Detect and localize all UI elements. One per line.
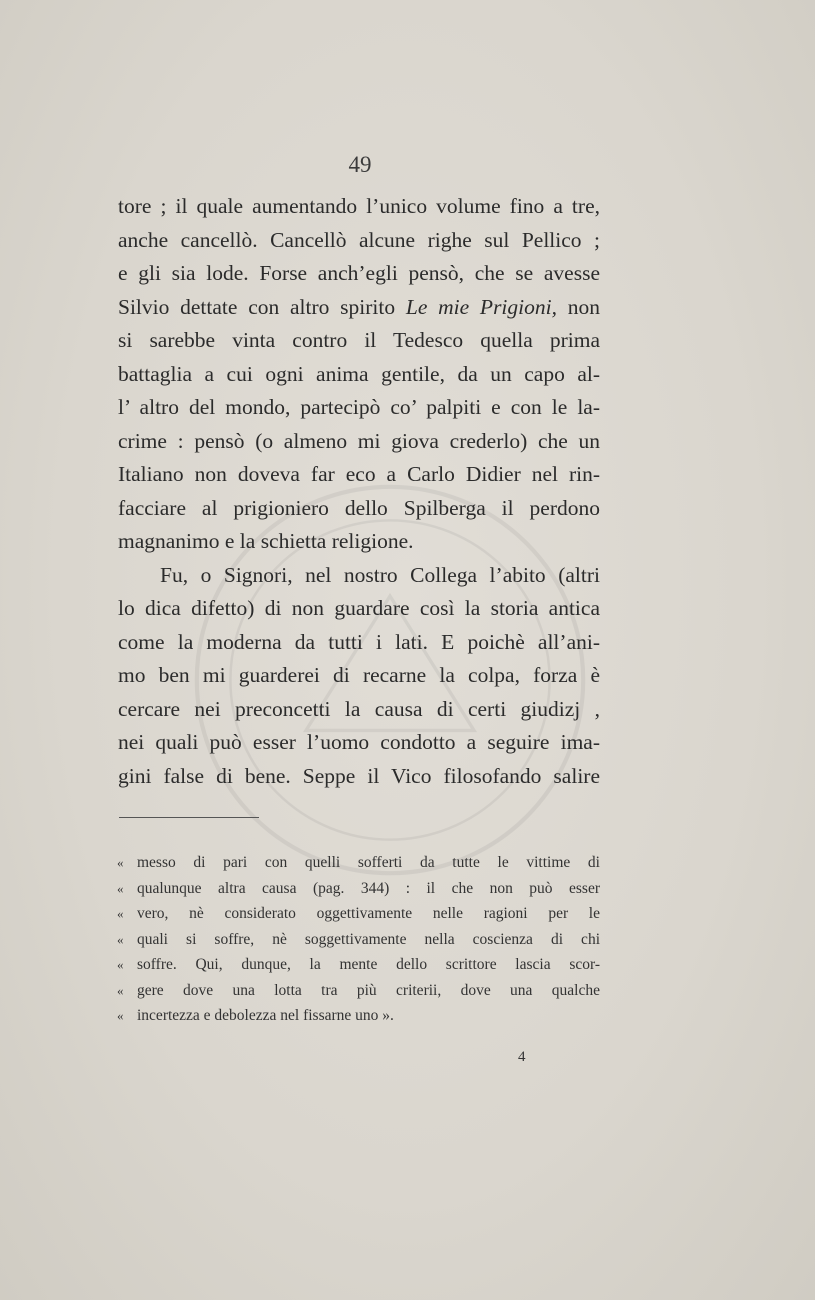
text-line: lo dica difetto) di non guardare così la storia antica bbox=[118, 596, 600, 620]
quote-mark: « bbox=[117, 1008, 124, 1023]
footnote-text: soffre. Qui, dunque, la mente dello scrittore lascia scor- bbox=[137, 956, 600, 973]
footnote-text: vero, nè considerato oggettivamente nelle ragioni per le bbox=[137, 905, 600, 922]
main-text bbox=[118, 190, 600, 793]
footnote-line bbox=[117, 927, 600, 953]
text-fragment: non bbox=[567, 294, 600, 319]
text-line: tore ; il quale aumentando l’unico volume fino a tre, bbox=[118, 194, 600, 218]
text-line: magnanimo e la schietta religione. bbox=[118, 529, 414, 553]
text-line: l’ altro del mondo, partecipò co’ palpiti e con le la- bbox=[118, 395, 600, 419]
book-title-italic: Le mie Prigioni, bbox=[405, 294, 557, 319]
text-fragment: Silvio dettate con altro spirito bbox=[118, 294, 396, 319]
footnote-text: qualunque altra causa (pag. 344) : il che non può esser bbox=[137, 879, 600, 897]
quote-mark: « bbox=[117, 957, 124, 972]
footnote-text: incertezza e debolezza nel fissarne uno ». bbox=[137, 1007, 394, 1024]
text-line: come la moderna da tutti i lati. E poichè all’ani- bbox=[118, 629, 600, 654]
text-line: battaglia a cui ogni anima gentile, da un capo al- bbox=[118, 361, 600, 386]
text-line: Italiano non doveva far eco a Carlo Didier nel rin- bbox=[118, 462, 600, 486]
footnote-line bbox=[117, 952, 600, 978]
text-line: cercare nei preconcetti la causa di certi giudizj , bbox=[118, 696, 600, 721]
quote-mark: « bbox=[117, 982, 124, 998]
quote-mark: « bbox=[117, 880, 124, 896]
text-line: gini false di bene. Seppe il Vico filosofando salire bbox=[118, 763, 600, 788]
text-line: facciare al prigioniero dello Spilberga il perdono bbox=[118, 495, 600, 520]
footnote-divider bbox=[119, 817, 259, 818]
text-line: si sarebbe vinta contro il Tedesco quella prima bbox=[118, 328, 600, 352]
footnote-text: quali si soffre, nè soggettivamente nella coscienza di chi bbox=[137, 930, 600, 948]
quote-mark: « bbox=[117, 906, 124, 921]
footnote-line bbox=[117, 901, 600, 927]
footnote-block bbox=[117, 850, 600, 1029]
footnote-line bbox=[117, 850, 600, 876]
footnote-line bbox=[117, 978, 600, 1004]
footnote-text: gere dove una lotta tra più criterii, dove una qualche bbox=[137, 981, 600, 999]
text-line: crime : pensò (o almeno mi giova crederlo) che un bbox=[118, 428, 600, 453]
quote-mark: « bbox=[117, 855, 124, 870]
text-line: mo ben mi guarderei di recarne la colpa, forza è bbox=[118, 663, 600, 687]
footnote-line bbox=[117, 876, 600, 902]
text-line: nei quali può esser l’uomo condotto a seguire ima- bbox=[118, 730, 600, 754]
quote-mark: « bbox=[117, 931, 124, 947]
footnote-text: messo di pari con quelli sofferti da tutte le vittime di bbox=[137, 854, 600, 871]
text-line: anche cancellò. Cancellò alcune righe sul Pellico ; bbox=[118, 227, 600, 252]
text-line-with-title bbox=[118, 291, 600, 325]
text-line: Fu, o Signori, nel nostro Collega l’abito (altri bbox=[160, 562, 600, 587]
footnote-line bbox=[117, 1003, 600, 1029]
text-line: e gli sia lode. Forse anch’egli pensò, che se avesse bbox=[118, 261, 600, 285]
page-number: 49 bbox=[348, 152, 372, 177]
signature-mark: 4 bbox=[518, 1049, 526, 1065]
